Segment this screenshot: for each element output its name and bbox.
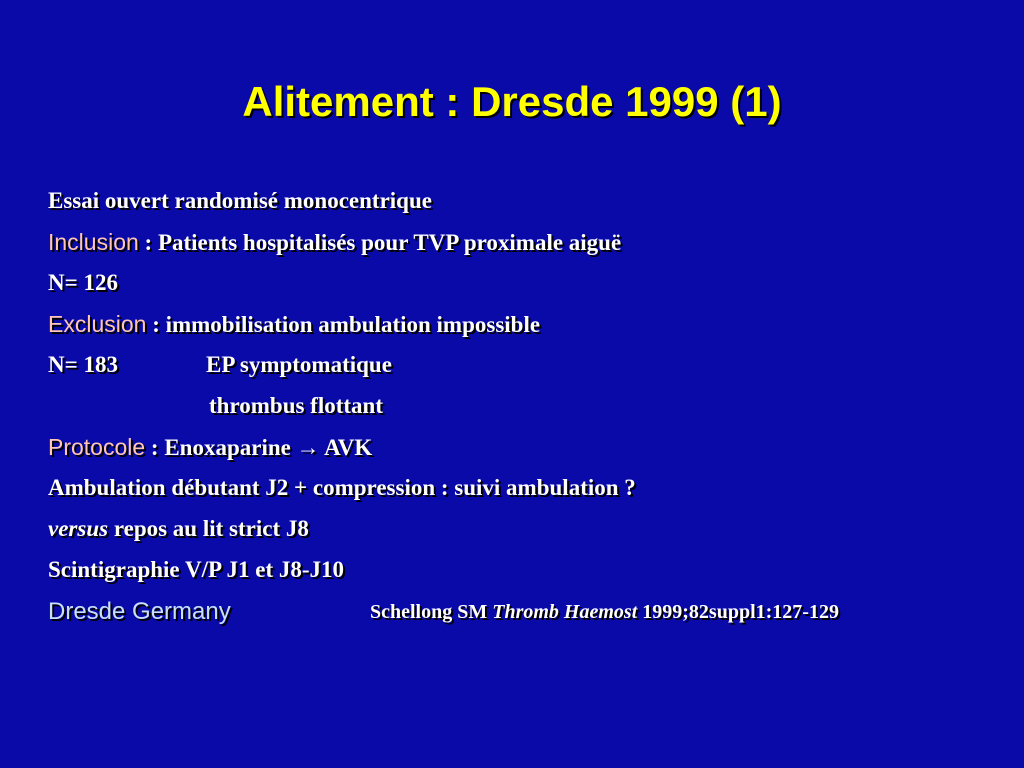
slide-title: Alitement : Dresde 1999 (1) bbox=[242, 78, 782, 125]
protocole-line bbox=[48, 434, 372, 461]
thrombus-flottant: thrombus flottant bbox=[209, 393, 384, 418]
reference-author: Schellong SM bbox=[370, 601, 493, 623]
reference-journal: Thromb Haemost bbox=[492, 601, 638, 623]
n-183-line: N= 183 bbox=[48, 352, 118, 377]
ambulation-line: Ambulation débutant J2 + compression : suivi ambulation ? bbox=[48, 475, 636, 500]
n-126-line: N= 126 bbox=[48, 270, 118, 295]
scintigraphie-line: Scintigraphie V/P J1 et J8-J10 bbox=[48, 557, 345, 582]
inclusion-label: Inclusion bbox=[48, 229, 139, 255]
repos-text: repos au lit strict J8 bbox=[108, 516, 309, 541]
inclusion-text: : Patients hospitalisés pour TVP proximale aiguë bbox=[138, 230, 622, 255]
ep-symptomatique: EP symptomatique bbox=[206, 352, 392, 377]
inclusion-line bbox=[48, 229, 621, 256]
reference-details: 1999;82suppl1:127-129 bbox=[637, 601, 839, 623]
reference bbox=[370, 601, 839, 624]
versus-word: versus bbox=[48, 516, 109, 541]
exclusion-line bbox=[48, 311, 540, 338]
protocole-label: Protocole bbox=[48, 434, 146, 460]
versus-line bbox=[48, 516, 309, 542]
protocole-text: : Enoxaparine → AVK bbox=[145, 435, 373, 460]
exclusion-text: : immobilisation ambulation impossible bbox=[146, 312, 541, 337]
study-design-line: Essai ouvert randomisé monocentrique bbox=[48, 188, 432, 213]
location-label: Dresde Germany bbox=[48, 598, 231, 625]
exclusion-label: Exclusion bbox=[48, 311, 147, 337]
location-line bbox=[48, 598, 231, 626]
